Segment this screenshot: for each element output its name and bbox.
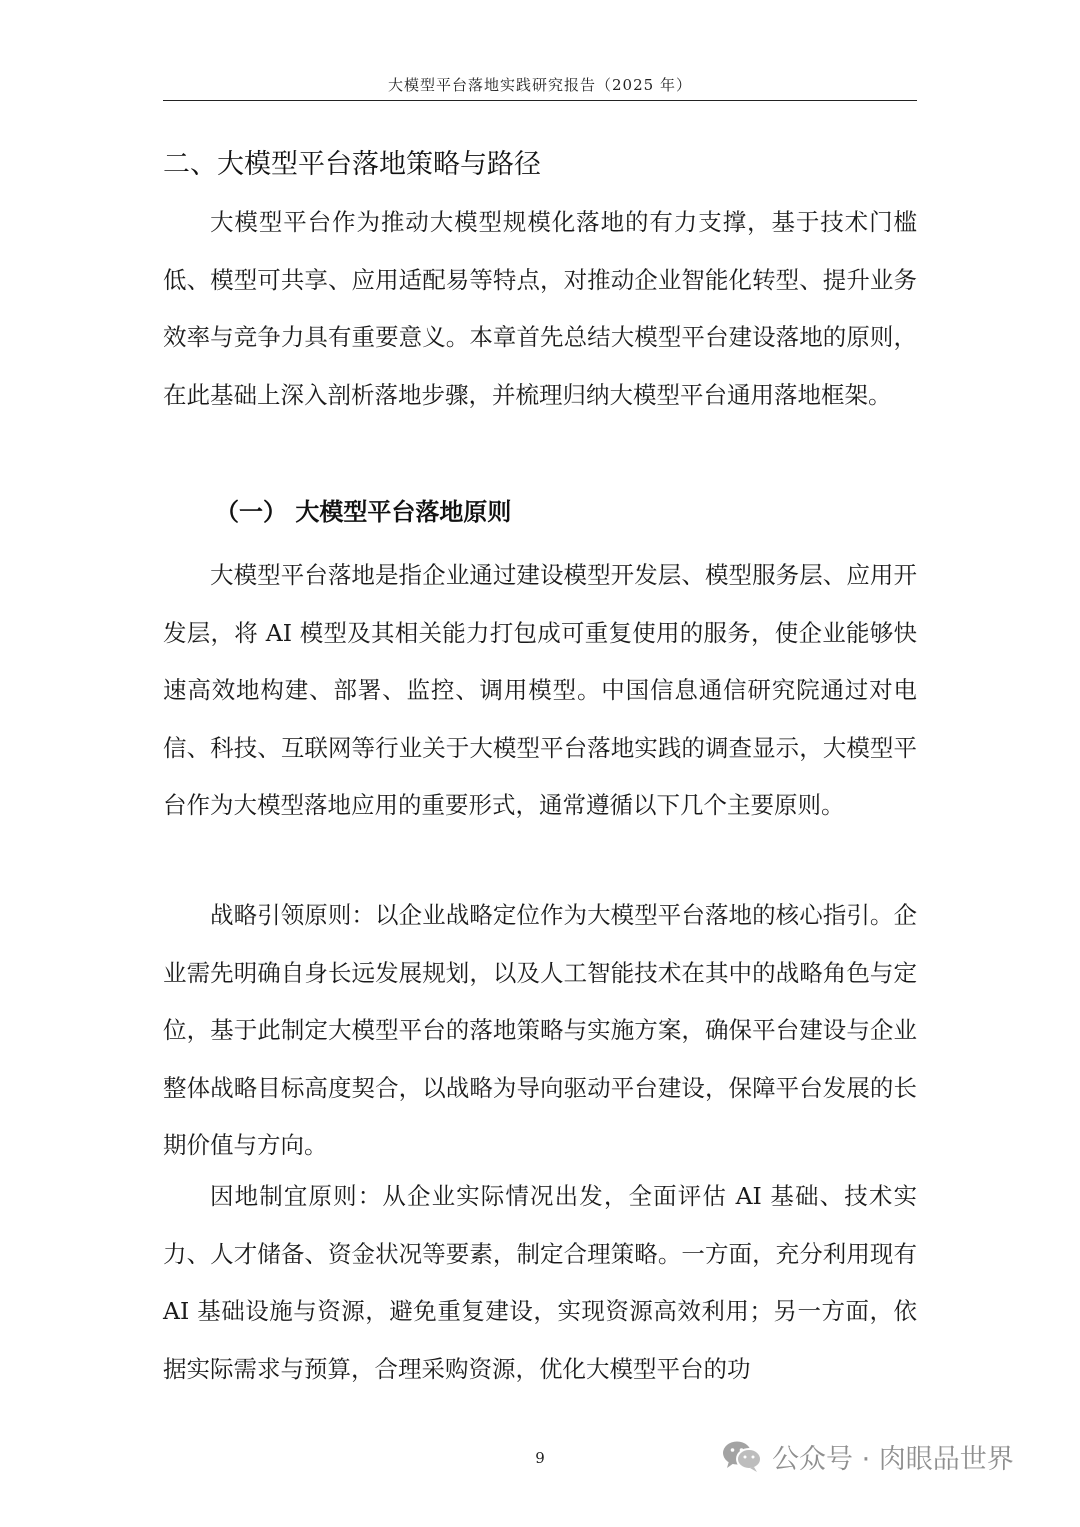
section-heading: 二、大模型平台落地策略与路径	[163, 149, 541, 180]
principle-term: 因地制宜原则：	[210, 1182, 383, 1210]
principle-paragraph-local	[163, 1168, 917, 1398]
watermark	[722, 1431, 1014, 1481]
running-header: 大模型平台落地实践研究报告（2025 年）	[388, 76, 692, 94]
principle-paragraph-strategy	[163, 887, 917, 1175]
principle-term: 战略引领原则：	[210, 901, 375, 929]
subsection-heading: （一） 大模型平台落地原则	[215, 498, 512, 526]
principles-intro-paragraph: 大模型平台落地是指企业通过建设模型开发层、模型服务层、应用开发层，将 AI 模型及其相关能力打包成可重复使用的服务，使企业能够快速高效地构建、部署、监控、调用模型。中国信息通信研究院通过对电信、科技、互联网等行业关于大模型平台落地实践的调查显示，大模型平台作为大模型落地应用的重要形式，通常遵循以下几个主要原则。	[163, 561, 917, 819]
principle-text: 以企业战略定位作为大模型平台落地的核心指引。企业需先明确自身长远发展规划，以及人工智能技术在其中的战略角色与定位，基于此制定大模型平台的落地策略与实施方案，确保平台建设与企业整体战略目标高度契合，以战略为导向驱动平台建设，保障平台发展的长期价值与方向。	[163, 901, 918, 1159]
page-number: 9	[535, 1449, 545, 1467]
header-rule	[163, 100, 917, 101]
wechat-icon	[722, 1439, 762, 1473]
intro-paragraph: 大模型平台作为推动大模型规模化落地的有力支撑，基于技术门槛低、模型可共享、应用适配易等特点，对推动企业智能化转型、提升业务效率与竞争力具有重要意义。本章首先总结大模型平台建设落地的原则，在此基础上深入剖析落地步骤，并梳理归纳大模型平台通用落地框架。	[163, 208, 917, 409]
principle-text: 从企业实际情况出发，全面评估 AI 基础、技术实力、人才储备、资金状况等要素，制定合理策略。一方面，充分利用现有 AI 基础设施与资源，避免重复建设，实现资源高效利用；另一方面，依据实际需求与预算，合理采购资源，优化大模型平台的功	[163, 1182, 917, 1383]
watermark-text: 公众号 · 肉眼品世界	[772, 1443, 1014, 1475]
